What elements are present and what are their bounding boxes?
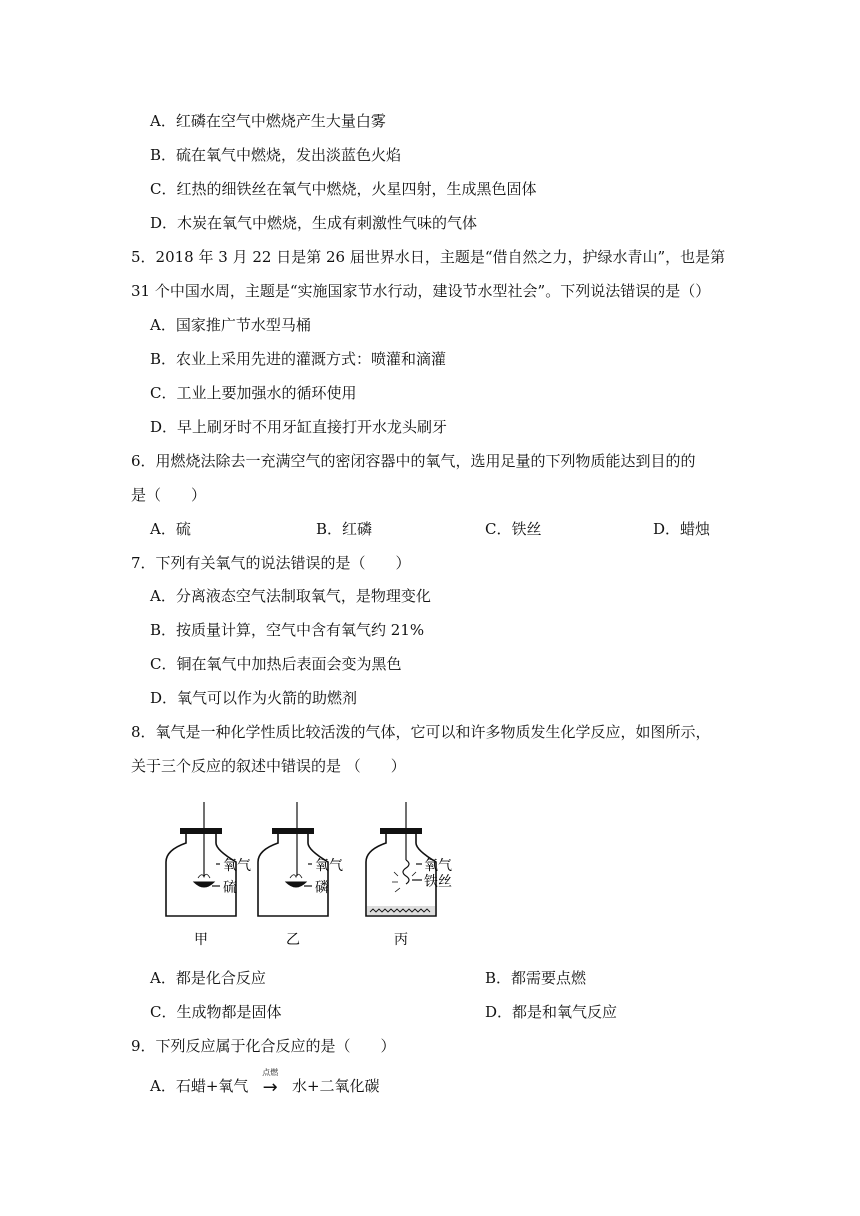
q6-option-d: D．蜡烛 [653,520,711,538]
reaction-condition: 点燃 [262,1068,279,1077]
jar-bing-substance-label: 铁丝 [424,874,452,890]
q4-option-a: A．红磷在空气中燃烧产生大量白雾 [150,112,386,130]
q6-option-a: A．硫 [150,520,191,538]
q6-stem-line1: 6．用燃烧法除去一充满空气的密闭容器中的氧气，选用足量的下列物质能达到目的的 [131,452,696,470]
q4-option-b: B．硫在氧气中燃烧，发出淡蓝色火焰 [150,146,402,164]
q9-stem: 9．下列反应属于化合反应的是（ ） [131,1037,396,1055]
q6-stem-line2: 是（ ） [131,486,207,504]
q9-option-a: A．石蜡+氧气 点燃 → 水+二氧化碳 [150,1068,380,1098]
jar-jia-substance-label: 硫 [223,880,237,896]
q6-option-c: C．铁丝 [485,520,542,538]
q8-option-a: A．都是化合反应 [150,969,266,987]
q8-option-d: D．都是和氧气反应 [485,1003,618,1021]
jar-yi-caption: 乙 [286,932,300,948]
jar-yi-substance-label: 磷 [315,880,329,896]
q5-option-d: D．早上刷牙时不用牙缸直接打开水龙头刷牙 [150,418,448,436]
q6-option-b: B．红磷 [316,520,373,538]
q7-option-b: B．按质量计算，空气中含有氧气约 21% [150,621,425,639]
jar-jia-caption: 甲 [194,932,208,948]
q8-option-c: C．生成物都是固体 [150,1003,282,1021]
q5-option-b: B．农业上采用先进的灌溉方式：喷灌和滴灌 [150,350,447,368]
q7-option-c: C．铜在氧气中加热后表面会变为黑色 [150,655,402,673]
q7-stem: 7．下列有关氧气的说法错误的是（ ） [131,554,411,572]
jar-jia-gas-label: 氧气 [223,858,251,874]
q8-stem-line2: 关于三个反应的叙述中错误的是 （ ） [131,757,406,775]
q7-option-a: A．分离液态空气法制取氧气，是物理变化 [150,587,431,605]
jar-yi-gas-label: 氧气 [315,858,343,874]
gas-jars-diagram [160,798,480,950]
jar-bing-caption: 丙 [394,932,408,948]
q4-option-d: D．木炭在氧气中燃烧，生成有刺激性气味的气体 [150,214,478,232]
q4-option-c: C．红热的细铁丝在氧气中燃烧，火星四射，生成黑色固体 [150,180,537,198]
reaction-arrow: 点燃 → [253,1078,287,1098]
q5-stem-line2: 31 个中国水周，主题是“实施国家节水行动，建设节水型社会”。下列说法错误的是（） [131,282,711,300]
q5-stem-line1: 5．2018 年 3 月 22 日是第 26 届世界水日，主题是“借自然之力，护绿水青山”，也是第 [131,248,726,266]
q8-option-b: B．都需要点燃 [485,969,587,987]
q5-option-a: A．国家推广节水型马桶 [150,316,311,334]
jar-bing-gas-label: 氧气 [424,858,452,874]
combustion-figure [160,798,480,950]
q5-option-c: C．工业上要加强水的循环使用 [150,384,357,402]
q7-option-d: D．氧气可以作为火箭的助燃剂 [150,689,358,707]
q8-stem-line1: 8．氧气是一种化学性质比较活泼的气体，它可以和许多物质发生化学反应，如图所示， [131,723,711,741]
